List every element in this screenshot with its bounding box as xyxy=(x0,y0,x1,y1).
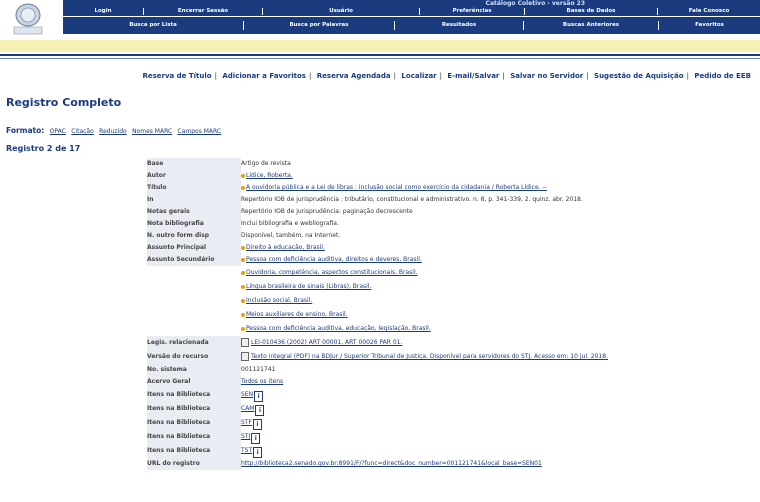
record-row-legis xyxy=(147,336,747,350)
all-items-link[interactable]: Todos os itens xyxy=(241,378,284,385)
record-row-in xyxy=(147,194,747,206)
library-items-link[interactable]: STF xyxy=(241,419,252,426)
record-row-titulo xyxy=(147,182,747,194)
library-items-link[interactable]: CAM xyxy=(241,405,255,412)
field-label: Versão do recurso xyxy=(147,350,241,364)
subject-link[interactable]: Inclusão social, Brasil. xyxy=(246,297,313,304)
info-icon[interactable]: i xyxy=(254,391,263,402)
bullet-icon xyxy=(241,271,245,275)
bullet-icon xyxy=(241,313,245,317)
bullet-icon xyxy=(241,327,245,331)
record-row-url xyxy=(147,458,747,470)
field-label: Legis. relacionada xyxy=(147,336,241,350)
field-value: 001121741 xyxy=(241,366,276,373)
record-row-base xyxy=(147,158,747,170)
record-row-itens xyxy=(147,416,747,430)
record-row-no-sistema xyxy=(147,364,747,376)
record-details-table xyxy=(147,158,747,470)
info-icon[interactable]: i xyxy=(251,433,260,444)
field-label: Nota bibliografia xyxy=(147,218,241,230)
library-seal-logo xyxy=(8,1,48,37)
record-row-assunto-secundario xyxy=(147,254,747,266)
field-label: URL do registro xyxy=(147,458,241,470)
document-icon xyxy=(241,352,249,361)
field-label: Acervo Geral xyxy=(147,376,241,388)
field-value: Inclui bibliografia e webliografia. xyxy=(241,220,339,227)
format-opac-link[interactable]: OPAC xyxy=(49,128,66,135)
search-navigation-bar xyxy=(63,17,760,34)
field-label: Autor xyxy=(147,170,241,182)
field-label: In xyxy=(147,194,241,206)
subject-link[interactable]: Meios auxiliares de ensino, Brasil. xyxy=(246,311,348,318)
nav-busca-por-lista[interactable]: Busca por Lista xyxy=(129,22,177,28)
library-items-link[interactable]: TST xyxy=(241,447,253,454)
nav-busca-por-palavras[interactable]: Busca por Palavras xyxy=(289,22,349,28)
field-value: Artigo de revista xyxy=(241,160,291,167)
action-salvar-no-servidor[interactable]: Salvar no Servidor xyxy=(510,72,584,80)
format-nomes-marc-link[interactable]: Nomes MARC xyxy=(132,128,173,135)
format-label: Formato: xyxy=(6,126,45,135)
library-items-link[interactable]: SEN xyxy=(241,391,254,398)
nav-encerrar-sessao[interactable]: Encerrar Sessão xyxy=(177,8,229,14)
record-row-assunto-secundario xyxy=(147,280,747,294)
record-row-itens xyxy=(147,430,747,444)
subject-link[interactable]: Pessoa com deficiência auditiva, educação, legislação, Brasil. xyxy=(246,325,431,332)
format-citacao-link[interactable]: Citação xyxy=(71,128,94,135)
format-campos-marc-link[interactable]: Campos MARC xyxy=(177,128,222,135)
subject-link[interactable]: Pessoa com deficiência auditiva, direitos e deveres, Brasil. xyxy=(246,256,422,263)
action-adicionar-favoritos[interactable]: Adicionar a Favoritos xyxy=(222,72,306,80)
nav-resultados[interactable]: Resultados xyxy=(441,22,477,28)
nav-preferencias[interactable]: Preferências xyxy=(452,8,492,14)
divider xyxy=(0,58,760,59)
field-label: Base xyxy=(147,158,241,170)
bullet-icon xyxy=(241,186,245,190)
action-sugestao-de-aquisicao[interactable]: Sugestão de Aquisição xyxy=(594,72,684,80)
subject-link[interactable]: Ouvidoria, competência, aspectos constitucionais, Brasil. xyxy=(246,269,418,276)
message-strip xyxy=(0,40,760,52)
record-row-nota-bibliografia xyxy=(147,218,747,230)
field-label: Assunto Secundário xyxy=(147,254,241,266)
field-label: No. sistema xyxy=(147,364,241,376)
nav-bases-de-dados[interactable]: Bases de Dados xyxy=(566,8,616,14)
field-label: Assunto Principal xyxy=(147,242,241,254)
field-label: Título xyxy=(147,182,241,194)
field-label: Notas gerais xyxy=(147,206,241,218)
action-pedido-de-eeb[interactable]: Pedido de EEB xyxy=(694,72,751,80)
record-row-itens xyxy=(147,388,747,402)
field-value: Repertório IOB de jurisprudência : tributário, constitucional e administrativo. n. 8, p. 341-339, 2. quinz. abr. 2018. xyxy=(241,196,583,203)
field-value: Repertório IOB de jurisprudência: paginação decrescente xyxy=(241,208,413,215)
field-label: N. outro form disp xyxy=(147,230,241,242)
record-counter: Registro 2 de 17 xyxy=(6,144,81,153)
nav-login[interactable]: Login xyxy=(94,8,112,14)
format-reduzido-link[interactable]: Reduzido xyxy=(99,128,127,135)
action-reserva-de-titulo[interactable]: Reserva de Título xyxy=(142,72,212,80)
record-row-assunto-secundario xyxy=(147,266,747,280)
record-row-acervo xyxy=(147,376,747,388)
record-row-itens xyxy=(147,444,747,458)
document-icon xyxy=(241,338,249,347)
action-localizar[interactable]: Localizar xyxy=(401,72,437,80)
bullet-icon xyxy=(241,174,245,178)
record-row-assunto-secundario xyxy=(147,308,747,322)
fulltext-link[interactable]: Texto integral (PDF) na BDJur / Superior Tribunal de Justiça. Disponível para servidores do STJ. Acesso em: 10 jul. 2018. xyxy=(251,353,608,360)
library-items-link[interactable]: STJ xyxy=(241,433,251,440)
record-row-autor xyxy=(147,170,747,182)
record-row-versao xyxy=(147,350,747,364)
field-label: Itens na Biblioteca xyxy=(147,430,241,444)
record-row-assunto-principal xyxy=(147,242,747,254)
action-reserva-agendada[interactable]: Reserva Agendada xyxy=(316,72,391,80)
bullet-icon xyxy=(241,246,245,250)
divider xyxy=(0,54,760,56)
field-label: Itens na Biblioteca xyxy=(147,388,241,402)
nav-fale-conosco[interactable]: Fale Conosco xyxy=(688,8,730,14)
field-label: Itens na Biblioteca xyxy=(147,416,241,430)
record-actions-bar: Reserva de Título | Adicionar a Favoritos | Reserva Agendada | Localizar | E-mail/Salvar | Salvar no Servidor | Sugestão de Aquisição | Pedido de EEB xyxy=(0,72,754,80)
catalog-title: Catálogo Coletivo - versão 23 xyxy=(485,0,585,7)
bullet-icon xyxy=(241,258,245,262)
info-icon[interactable]: i xyxy=(255,405,264,416)
permalink[interactable]: http://biblioteca2.senado.gov.br:8991/F/?func=direct&doc_number=001121741&local_base=SEN01 xyxy=(241,460,542,467)
nav-buscas-anteriores[interactable]: Buscas Anteriores xyxy=(562,22,620,28)
record-row-itens xyxy=(147,402,747,416)
action-email-salvar[interactable]: E-mail/Salvar xyxy=(447,72,500,80)
record-row-notas-gerais xyxy=(147,206,747,218)
nav-favoritos[interactable]: Favoritos xyxy=(695,22,724,28)
author-link[interactable]: Lídice, Roberta. xyxy=(246,172,293,179)
record-row-assunto-secundario xyxy=(147,294,747,308)
info-icon[interactable]: i xyxy=(253,419,262,430)
nav-usuario[interactable]: Usuário xyxy=(329,8,353,14)
title-link[interactable]: A ouvidoria pública e a Lei de libras : inclusão social como exercício da cidadania / Roberta Lídice. -- xyxy=(246,184,547,191)
info-icon[interactable]: i xyxy=(253,447,262,458)
legis-link[interactable]: LEI-010436 (2002) ART 00001, ART 00026 PAR 01. xyxy=(251,339,403,346)
subject-link[interactable]: Direito à educação, Brasil. xyxy=(246,244,325,251)
top-navigation-bar xyxy=(63,0,760,16)
page-title: Registro Completo xyxy=(6,96,122,109)
subject-link[interactable]: Língua brasileira de sinais (Libras), Brasil. xyxy=(246,283,372,290)
bullet-icon xyxy=(241,299,245,303)
format-selector xyxy=(6,126,221,135)
record-row-assunto-secundario xyxy=(147,322,747,336)
bullet-icon xyxy=(241,285,245,289)
field-label: Itens na Biblioteca xyxy=(147,444,241,458)
record-row-outro-form xyxy=(147,230,747,242)
field-value: Disponível, também, na Internet. xyxy=(241,232,341,239)
field-label: Itens na Biblioteca xyxy=(147,402,241,416)
